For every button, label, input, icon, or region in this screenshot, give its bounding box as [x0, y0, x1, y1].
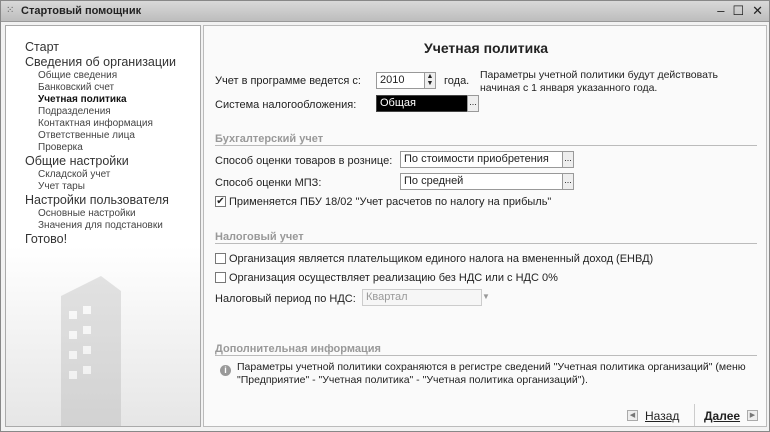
- sidebar-item[interactable]: Значения для подстановки: [38, 220, 163, 231]
- window-title: Стартовый помощник: [21, 5, 142, 17]
- year-suffix: года.: [444, 75, 470, 87]
- year-note: Параметры учетной политики будут действовать начиная с 1 января указанного года.: [480, 69, 718, 94]
- mpz-select-button[interactable]: ...: [562, 173, 574, 190]
- next-button[interactable]: Далее: [704, 409, 741, 423]
- sidebar-nav: [25, 40, 176, 247]
- info-text: Параметры учетной политики сохраняются в регистре сведений "Учетная политика организаций" (меню "Предприятие" - "Учетная политика" - "Учетная политика организаций").: [237, 361, 746, 386]
- retail-label: Способ оценки товаров в рознице:: [215, 155, 393, 167]
- sidebar-item[interactable]: Банковский счет: [38, 82, 115, 93]
- divider: [215, 145, 757, 146]
- page-title: Учетная политика: [423, 40, 548, 56]
- divider: [215, 243, 757, 244]
- sidebar-item[interactable]: Проверка: [38, 142, 83, 153]
- sidebar-item[interactable]: Учет тары: [38, 181, 85, 192]
- sidebar-item[interactable]: Ответственные лица: [38, 130, 135, 141]
- chevron-down-icon[interactable]: ▼: [482, 292, 490, 301]
- divider: [215, 355, 757, 356]
- pbu-checkbox[interactable]: ✔: [216, 196, 225, 207]
- tax-system-label: Система налогообложения:: [215, 99, 357, 111]
- nds-checkbox[interactable]: [215, 272, 226, 283]
- grid-icon: ⁙: [6, 5, 15, 16]
- info-section-title: Дополнительная информация: [215, 343, 381, 355]
- sidebar-item[interactable]: Настройки пользователя: [25, 193, 169, 207]
- sidebar-item[interactable]: Основные настройки: [38, 208, 136, 219]
- tax-system-field[interactable]: Общая: [376, 95, 468, 112]
- period-select[interactable]: Квартал: [362, 289, 482, 306]
- sidebar-item[interactable]: Складской учет: [38, 169, 111, 180]
- sidebar-item[interactable]: Общие сведения: [38, 70, 118, 81]
- sidebar-item[interactable]: Подразделения: [38, 106, 111, 117]
- sidebar-item[interactable]: Старт: [25, 40, 59, 54]
- nds-label: Организация осуществляет реализацию без НДС или с НДС 0%: [229, 272, 558, 284]
- maximize-button[interactable]: ☐: [732, 3, 745, 18]
- year-spinner[interactable]: ▲ ▼: [424, 72, 436, 89]
- title-bar: [1, 1, 769, 22]
- pbu-label: Применяется ПБУ 18/02 "Учет расчетов по налогу на прибыль": [229, 196, 552, 208]
- sidebar-item[interactable]: Сведения об организации: [25, 55, 176, 69]
- sidebar: [5, 25, 201, 427]
- building-illustration: [51, 266, 131, 426]
- year-input[interactable]: 2010: [376, 72, 436, 89]
- mpz-label: Способ оценки МПЗ:: [215, 177, 322, 189]
- tax-system-select-button[interactable]: ...: [467, 95, 479, 112]
- main-panel: [203, 25, 767, 427]
- sidebar-item[interactable]: Общие настройки: [25, 154, 129, 168]
- period-label: Налоговый период по НДС:: [215, 293, 356, 305]
- accounting-section-title: Бухгалтерский учет: [215, 133, 324, 145]
- sidebar-item[interactable]: Учетная политика: [38, 94, 127, 105]
- next-arrow-icon[interactable]: ▶: [747, 410, 758, 421]
- year-label: Учет в программе ведется с:: [215, 75, 361, 87]
- back-arrow-icon[interactable]: ◀: [627, 410, 638, 421]
- divider: [694, 404, 695, 426]
- envd-checkbox[interactable]: [215, 253, 226, 264]
- tax-section-title: Налоговый учет: [215, 231, 304, 243]
- mpz-field[interactable]: По средней: [400, 173, 563, 190]
- retail-field[interactable]: По стоимости приобретения: [400, 151, 563, 168]
- envd-label: Организация является плательщиком единого налога на вмененный доход (ЕНВД): [229, 253, 654, 265]
- info-icon: i: [220, 365, 231, 376]
- close-button[interactable]: ✕: [752, 3, 763, 18]
- minimize-button[interactable]: –: [717, 3, 725, 18]
- sidebar-item[interactable]: Готово!: [25, 232, 68, 246]
- retail-select-button[interactable]: ...: [562, 151, 574, 168]
- back-button[interactable]: Назад: [645, 409, 680, 423]
- sidebar-item[interactable]: Контактная информация: [38, 118, 153, 129]
